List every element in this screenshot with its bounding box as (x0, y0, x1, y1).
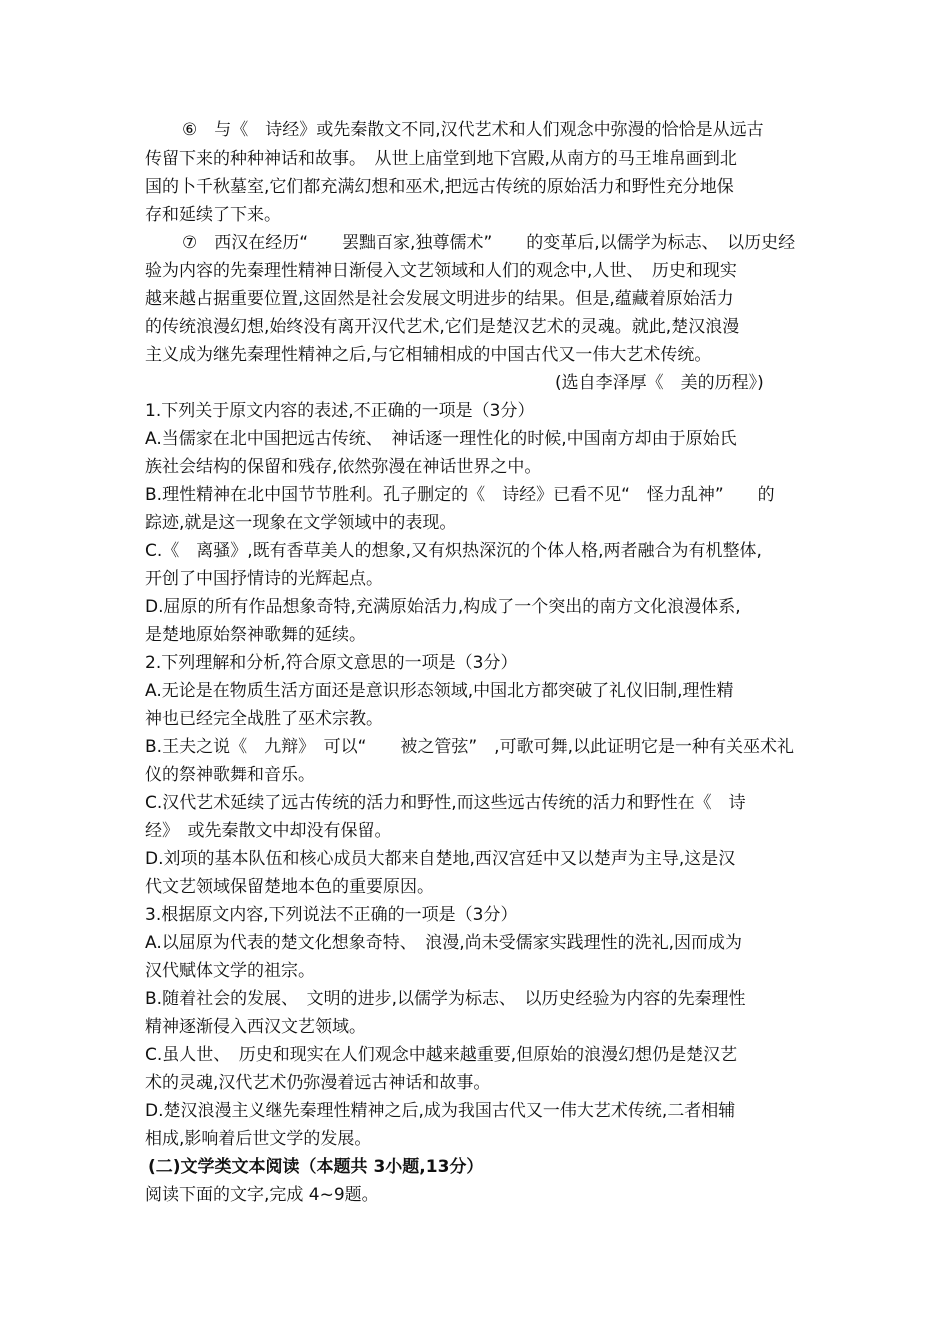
question-3-option-b-cont: 精神逐渐侵入西汉文艺领域。 (145, 1017, 366, 1037)
question-3-option-a: A.以屈原为代表的楚文化想象奇特、 浪漫,尚未受儒家实践理性的洗礼,因而成为 (145, 933, 743, 953)
question-1-option-d: D.屈原的所有作品想象奇特,充满原始活力,构成了一个突出的南方文化浪漫体系, (145, 597, 741, 617)
question-2-option-a-cont: 神也已经完全战胜了巫术宗教。 (145, 709, 383, 729)
question-2-option-a: A.无论是在物质生活方面还是意识形态领域,中国北方都突破了礼仪旧制,理性精 (145, 681, 734, 701)
question-2-option-b: B.王夫之说《 九辩》 可以“ 被之管弦” ,可歌可舞,以此证明它是一种有关巫术礼 (145, 737, 794, 757)
question-3-option-c: C.虽人世、 历史和现实在人们观念中越来越重要,但原始的浪漫幻想仍是楚汉艺 (145, 1045, 738, 1065)
paragraph-7-line-1: ⑦ 西汉在经历“ 罢黜百家,独尊儒术” 的变革后,以儒学为标志、 以历史经 (182, 233, 796, 253)
paragraph-7-line-2: 验为内容的先秦理性精神日渐侵入文艺领域和人们的观念中,人世、 历史和现实 (145, 261, 737, 281)
question-3-option-d: D.楚汉浪漫主义继先秦理性精神之后,成为我国古代又一伟大艺术传统,二者相辅 (145, 1101, 736, 1121)
paragraph-7-line-3: 越来越占据重要位置,这固然是社会发展文明进步的结果。但是,蕴藏着原始活力 (145, 289, 734, 309)
paragraph-6-line-1: ⑥ 与《 诗经》或先秦散文不同,汉代艺术和人们观念中弥漫的恰恰是从远古 (182, 120, 764, 140)
paragraph-7-line-4: 的传统浪漫幻想,始终没有离开汉代艺术,它们是楚汉艺术的灵魂。就此,楚汉浪漫 (145, 317, 740, 337)
question-2-option-c-cont: 经》 或先秦散文中却没有保留。 (145, 821, 392, 841)
question-2-stem: 2.下列理解和分析,符合原文意思的一项是（3分） (145, 653, 518, 673)
question-2-option-b-cont: 仪的祭神歌舞和音乐。 (145, 765, 315, 785)
question-2-option-c: C.汉代艺术延续了远古传统的活力和野性,而这些远古传统的活力和野性在《 诗 (145, 793, 746, 813)
question-1-option-c-cont: 开创了中国抒情诗的光辉起点。 (145, 569, 383, 589)
reading-instruction: 阅读下面的文字,完成 4~9题。 (145, 1185, 379, 1205)
question-2-option-d: D.刘项的基本队伍和核心成员大都来自楚地,西汉宫廷中又以楚声为主导,这是汉 (145, 849, 736, 869)
question-3-option-c-cont: 术的灵魂,汉代艺术仍弥漫着远古神话和故事。 (145, 1073, 491, 1093)
question-1-option-c: C.《 离骚》,既有香草美人的想象,又有炽热深沉的个体人格,两者融合为有机整体, (145, 541, 762, 561)
question-2-option-d-cont: 代文艺领域保留楚地本色的重要原因。 (145, 877, 434, 897)
question-1-option-b-cont: 踪迹,就是这一现象在文学领域中的表现。 (145, 513, 457, 533)
question-1-option-b: B.理性精神在北中国节节胜利。孔子删定的《 诗经》已看不见“ 怪力乱神” 的 (145, 485, 775, 505)
section-heading: (二)文学类文本阅读（本题共 3小题,13分） (148, 1157, 484, 1177)
question-1-option-a-cont: 族社会结构的保留和残存,依然弥漫在神话世界之中。 (145, 457, 542, 477)
paragraph-6-line-4: 存和延续了下来。 (145, 205, 281, 225)
question-3-option-b: B.随着社会的发展、 文明的进步,以儒学为标志、 以历史经验为内容的先秦理性 (145, 989, 746, 1009)
question-1-option-a: A.当儒家在北中国把远古传统、 神话逐一理性化的时候,中国南方却由于原始氏 (145, 429, 737, 449)
question-1-stem: 1.下列关于原文内容的表述,不正确的一项是（3分） (145, 401, 535, 421)
paragraph-6-line-3: 国的卜千秋墓室,它们都充满幻想和巫术,把远古传统的原始活力和野性充分地保 (145, 177, 734, 197)
question-3-option-a-cont: 汉代赋体文学的祖宗。 (145, 961, 315, 981)
paragraph-7-line-5: 主义成为继先秦理性精神之后,与它相辅相成的中国古代又一伟大艺术传统。 (145, 345, 712, 365)
question-3-option-d-cont: 相成,影响着后世文学的发展。 (145, 1129, 372, 1149)
question-1-option-d-cont: 是楚地原始祭神歌舞的延续。 (145, 625, 366, 645)
source-citation: (选自李泽厚《 美的历程》) (555, 373, 764, 393)
question-3-stem: 3.根据原文内容,下列说法不正确的一项是（3分） (145, 905, 518, 925)
paragraph-6-line-2: 传留下来的种种神话和故事。 从世上庙堂到地下宫殿,从南方的马王堆帛画到北 (145, 149, 737, 169)
